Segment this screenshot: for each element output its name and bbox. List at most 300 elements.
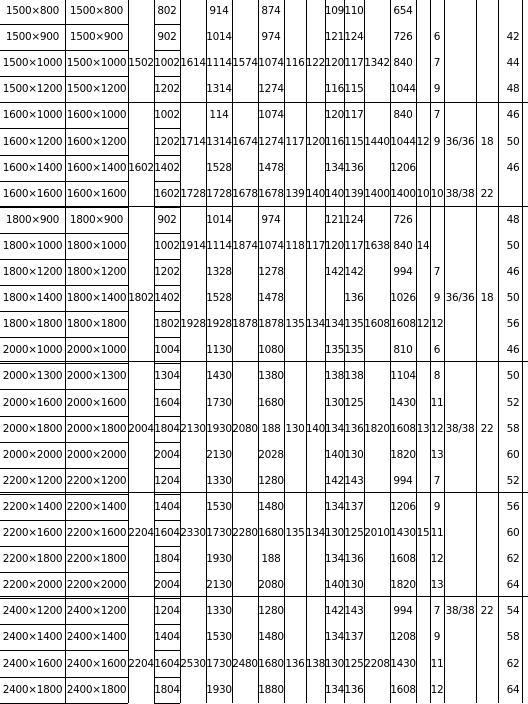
value-cell: 1274 (258, 82, 284, 95)
value-cell: 2080 (258, 578, 284, 591)
size-cell: 2200×1800 (66, 552, 127, 565)
value-cell: 142 (344, 265, 364, 278)
value-cell: 130 (344, 578, 364, 591)
value-cell: 1278 (258, 265, 284, 278)
size-cell: 2000×1000 (2, 343, 63, 356)
value-cell: 840 (393, 56, 413, 69)
value-cell: 130 (344, 448, 364, 461)
value-cell: 1206 (390, 161, 416, 174)
size-cell: 2000×1300 (2, 369, 63, 382)
value-cell: 42 (506, 30, 520, 43)
value-cell: 1330 (206, 474, 232, 487)
size-cell: 1600×1600 (2, 187, 63, 200)
value-cell: 2004 (128, 422, 154, 435)
value-cell: 54 (506, 604, 520, 617)
value-cell: 994 (393, 265, 413, 278)
value-cell: 110 (344, 4, 364, 17)
value-cell: 1604 (154, 526, 180, 539)
value-cell: 137 (344, 500, 364, 513)
size-cell: 2400×1800 (2, 683, 63, 696)
value-cell: 9 (433, 291, 441, 304)
column-divider (128, 0, 129, 703)
value-cell: 138 (344, 369, 364, 382)
value-cell: 1074 (258, 239, 284, 252)
value-cell: 2480 (232, 657, 258, 670)
column-divider (232, 0, 233, 703)
value-cell: 2330 (180, 526, 206, 539)
size-cell: 2000×1600 (66, 396, 127, 409)
value-cell: 1104 (390, 369, 416, 382)
size-cell: 2000×1600 (2, 396, 63, 409)
value-cell: 1878 (232, 317, 258, 330)
size-cell: 2200×1600 (2, 526, 63, 539)
value-cell: 1528 (206, 291, 232, 304)
value-cell: 810 (393, 343, 413, 356)
size-cell: 1600×1200 (2, 135, 63, 148)
value-cell: 974 (261, 213, 281, 226)
column-divider (416, 0, 417, 703)
value-cell: 1330 (206, 604, 232, 617)
size-cell: 1600×1600 (66, 187, 127, 200)
value-cell: 1114 (206, 239, 232, 252)
value-cell: 1680 (258, 396, 284, 409)
value-cell: 11 (430, 396, 444, 409)
value-cell: 120 (324, 239, 345, 252)
value-cell: 1204 (154, 474, 180, 487)
value-cell: 64 (506, 578, 520, 591)
value-cell: 115 (344, 135, 364, 148)
value-cell: 124 (344, 30, 364, 43)
value-cell: 136 (344, 161, 364, 174)
value-cell: 6 (433, 343, 441, 356)
value-cell: 188 (261, 552, 281, 565)
value-cell: 1380 (258, 369, 284, 382)
value-cell: 1280 (258, 474, 284, 487)
value-cell: 1530 (206, 630, 232, 643)
value-cell: 18 (480, 135, 494, 148)
value-cell: 115 (344, 82, 364, 95)
value-cell: 13 (416, 422, 430, 435)
value-cell: 2130 (206, 578, 232, 591)
value-cell: 134 (324, 317, 345, 330)
value-cell: 1074 (258, 108, 284, 121)
value-cell: 874 (261, 4, 281, 17)
value-cell: 974 (261, 30, 281, 43)
column-divider (306, 0, 307, 703)
value-cell: 1314 (206, 135, 232, 148)
value-cell: 1608 (390, 422, 416, 435)
value-cell: 1044 (390, 82, 416, 95)
value-cell: 137 (344, 630, 364, 643)
value-cell: 9 (433, 135, 441, 148)
value-cell: 140 (324, 448, 345, 461)
value-cell: 1014 (206, 213, 232, 226)
value-cell: 15 (416, 526, 430, 539)
value-cell: 136 (344, 291, 364, 304)
value-cell: 136 (344, 422, 364, 435)
value-cell: 13 (430, 448, 444, 461)
value-cell: 134 (324, 161, 345, 174)
value-cell: 994 (393, 604, 413, 617)
value-cell: 2204 (128, 657, 154, 670)
value-cell: 22 (480, 187, 494, 200)
size-cell: 1600×1200 (66, 135, 127, 148)
size-cell: 2400×1400 (66, 630, 127, 643)
value-cell: 135 (285, 317, 305, 330)
value-cell: 2028 (258, 448, 284, 461)
value-cell: 840 (393, 239, 413, 252)
value-cell: 1478 (258, 161, 284, 174)
size-cell: 1500×900 (69, 30, 124, 43)
value-cell: 140 (305, 187, 326, 200)
size-cell: 2200×2000 (66, 578, 127, 591)
value-cell: 1328 (206, 265, 232, 278)
value-cell: 36/36 (445, 135, 475, 148)
value-cell: 121 (324, 30, 345, 43)
value-cell: 1604 (154, 396, 180, 409)
value-cell: 117 (285, 135, 305, 148)
size-cell: 1800×900 (69, 213, 124, 226)
value-cell: 1004 (154, 343, 180, 356)
size-cell: 1800×900 (5, 213, 60, 226)
size-cell: 1500×800 (69, 4, 124, 17)
size-cell: 2400×1200 (2, 604, 63, 617)
value-cell: 1680 (258, 657, 284, 670)
value-cell: 10 (430, 187, 444, 200)
value-cell: 12 (416, 135, 430, 148)
size-cell: 2000×1800 (2, 422, 63, 435)
size-cell: 2200×1400 (66, 500, 127, 513)
value-cell: 1044 (390, 135, 416, 148)
value-cell: 56 (506, 317, 520, 330)
value-cell: 58 (506, 422, 520, 435)
value-cell: 11 (430, 657, 444, 670)
value-cell: 140 (324, 578, 345, 591)
value-cell: 11 (430, 526, 444, 539)
size-cell: 2200×1200 (66, 474, 127, 487)
value-cell: 125 (344, 526, 364, 539)
value-cell: 140 (305, 422, 326, 435)
value-cell: 1404 (154, 500, 180, 513)
value-cell: 22 (480, 422, 494, 435)
value-cell: 1714 (180, 135, 206, 148)
value-cell: 50 (506, 239, 520, 252)
value-cell: 1304 (154, 369, 180, 382)
value-cell: 46 (506, 161, 520, 174)
value-cell: 7 (433, 604, 441, 617)
value-cell: 1202 (154, 135, 180, 148)
value-cell: 6 (433, 30, 441, 43)
value-cell: 38/38 (445, 187, 475, 200)
value-cell: 50 (506, 369, 520, 382)
value-cell: 135 (324, 343, 345, 356)
value-cell: 902 (157, 213, 177, 226)
size-cell: 1600×1400 (2, 161, 63, 174)
size-cell: 1500×900 (5, 30, 60, 43)
value-cell: 840 (393, 108, 413, 121)
size-cell: 2400×1400 (2, 630, 63, 643)
value-cell: 60 (506, 526, 520, 539)
value-cell: 64 (506, 683, 520, 696)
value-cell: 2530 (180, 657, 206, 670)
value-cell: 46 (506, 265, 520, 278)
value-cell: 136 (285, 657, 305, 670)
value-cell: 902 (157, 30, 177, 43)
value-cell: 1130 (206, 343, 232, 356)
size-cell: 1500×800 (5, 4, 60, 17)
size-cell: 1500×1200 (2, 82, 63, 95)
value-cell: 9 (433, 630, 441, 643)
value-cell: 12 (430, 422, 444, 435)
value-cell: 1820 (390, 448, 416, 461)
value-cell: 134 (324, 630, 345, 643)
value-cell: 1002 (154, 239, 180, 252)
value-cell: 1400 (390, 187, 416, 200)
value-cell: 1404 (154, 630, 180, 643)
column-divider (284, 0, 285, 703)
value-cell: 1202 (154, 82, 180, 95)
value-cell: 134 (305, 526, 326, 539)
value-cell: 1638 (364, 239, 390, 252)
value-cell: 62 (506, 552, 520, 565)
value-cell: 12 (416, 317, 430, 330)
value-cell: 802 (157, 4, 177, 17)
value-cell: 143 (344, 604, 364, 617)
value-cell: 1574 (232, 56, 258, 69)
value-cell: 125 (344, 657, 364, 670)
value-cell: 1480 (258, 630, 284, 643)
size-cell: 1800×1000 (2, 239, 63, 252)
value-cell: 22 (480, 604, 494, 617)
value-cell: 1730 (206, 657, 232, 670)
size-cell: 2400×1600 (2, 657, 63, 670)
value-cell: 1528 (206, 161, 232, 174)
value-cell: 2080 (232, 422, 258, 435)
value-cell: 12 (430, 317, 444, 330)
value-cell: 124 (344, 213, 364, 226)
value-cell: 10 (416, 187, 430, 200)
value-cell: 1430 (390, 526, 416, 539)
value-cell: 56 (506, 500, 520, 513)
value-cell: 1802 (154, 317, 180, 330)
size-cell: 2000×2000 (66, 448, 127, 461)
value-cell: 1478 (258, 291, 284, 304)
value-cell: 1400 (364, 187, 390, 200)
value-cell: 116 (324, 82, 345, 95)
value-cell: 1730 (206, 396, 232, 409)
column-divider (364, 0, 365, 703)
value-cell: 12 (430, 552, 444, 565)
size-cell: 1800×1200 (66, 265, 127, 278)
value-cell: 117 (344, 239, 364, 252)
value-cell: 136 (344, 683, 364, 696)
value-cell: 1430 (390, 657, 416, 670)
size-cell: 2000×1300 (66, 369, 127, 382)
size-cell: 1800×1000 (66, 239, 127, 252)
value-cell: 726 (393, 213, 413, 226)
value-cell: 1928 (180, 317, 206, 330)
value-cell: 1680 (258, 526, 284, 539)
value-cell: 62 (506, 657, 520, 670)
value-cell: 1728 (206, 187, 232, 200)
value-cell: 2280 (232, 526, 258, 539)
value-cell: 1314 (206, 82, 232, 95)
value-cell: 1804 (154, 683, 180, 696)
size-cell: 1800×1800 (2, 317, 63, 330)
value-cell: 134 (324, 422, 345, 435)
size-cell: 2200×1200 (2, 474, 63, 487)
value-cell: 1608 (364, 317, 390, 330)
size-cell: 1500×1000 (2, 56, 63, 69)
value-cell: 138 (305, 657, 326, 670)
value-cell: 1930 (206, 683, 232, 696)
value-cell: 1880 (258, 683, 284, 696)
value-cell: 1728 (180, 187, 206, 200)
value-cell: 2204 (128, 526, 154, 539)
value-cell: 139 (344, 187, 364, 200)
value-cell: 1206 (390, 500, 416, 513)
value-cell: 1402 (154, 161, 180, 174)
value-cell: 130 (324, 657, 345, 670)
value-cell: 52 (506, 396, 520, 409)
size-cell: 2000×2000 (2, 448, 63, 461)
size-cell: 1800×1200 (2, 265, 63, 278)
value-cell: 994 (393, 474, 413, 487)
size-cell: 2400×1200 (66, 604, 127, 617)
value-cell: 50 (506, 291, 520, 304)
value-cell: 116 (285, 56, 305, 69)
value-cell: 46 (506, 343, 520, 356)
size-cell: 1600×1000 (66, 108, 127, 121)
value-cell: 48 (506, 82, 520, 95)
value-cell: 2130 (206, 448, 232, 461)
column-divider (180, 0, 181, 703)
value-cell: 726 (393, 30, 413, 43)
value-cell: 1820 (364, 422, 390, 435)
value-cell: 1804 (154, 552, 180, 565)
value-cell: 122 (305, 56, 326, 69)
value-cell: 1874 (232, 239, 258, 252)
value-cell: 2208 (364, 657, 390, 670)
size-cell: 2400×1800 (66, 683, 127, 696)
value-cell: 1430 (390, 396, 416, 409)
value-cell: 1928 (206, 317, 232, 330)
size-cell: 2000×1000 (66, 343, 127, 356)
value-cell: 142 (324, 604, 345, 617)
value-cell: 38/38 (445, 604, 475, 617)
value-cell: 50 (506, 135, 520, 148)
value-cell: 1202 (154, 265, 180, 278)
value-cell: 117 (344, 108, 364, 121)
value-cell: 1080 (258, 343, 284, 356)
value-cell: 1678 (232, 187, 258, 200)
value-cell: 134 (324, 683, 345, 696)
value-cell: 118 (285, 239, 305, 252)
value-cell: 138 (324, 369, 345, 382)
value-cell: 1930 (206, 552, 232, 565)
value-cell: 2004 (154, 448, 180, 461)
value-cell: 7 (433, 108, 441, 121)
value-cell: 2010 (364, 526, 390, 539)
value-cell: 1274 (258, 135, 284, 148)
value-cell: 1342 (364, 56, 390, 69)
value-cell: 139 (285, 187, 305, 200)
value-cell: 1014 (206, 30, 232, 43)
value-cell: 58 (506, 630, 520, 643)
value-cell: 60 (506, 448, 520, 461)
value-cell: 1914 (180, 239, 206, 252)
value-cell: 1678 (258, 187, 284, 200)
size-cell: 1500×1200 (66, 82, 127, 95)
size-cell: 2200×2000 (2, 578, 63, 591)
value-cell: 13 (430, 578, 444, 591)
value-cell: 12 (430, 683, 444, 696)
value-cell: 1802 (128, 291, 154, 304)
value-cell: 1878 (258, 317, 284, 330)
value-cell: 142 (324, 474, 345, 487)
value-cell: 914 (209, 4, 229, 17)
value-cell: 1440 (364, 135, 390, 148)
value-cell: 1608 (390, 552, 416, 565)
value-cell: 8 (433, 369, 441, 382)
value-cell: 134 (305, 317, 326, 330)
value-cell: 9 (433, 500, 441, 513)
value-cell: 46 (506, 108, 520, 121)
value-cell: 125 (344, 396, 364, 409)
value-cell: 120 (324, 56, 345, 69)
value-cell: 136 (344, 552, 364, 565)
value-cell: 1804 (154, 422, 180, 435)
size-cell: 2000×1800 (66, 422, 127, 435)
value-cell: 134 (324, 500, 345, 513)
value-cell: 654 (393, 4, 413, 17)
value-cell: 1114 (206, 56, 232, 69)
value-cell: 135 (344, 317, 364, 330)
size-cell: 1800×1400 (66, 291, 127, 304)
value-cell: 1604 (154, 657, 180, 670)
value-cell: 1002 (154, 56, 180, 69)
value-cell: 135 (285, 526, 305, 539)
value-cell: 1608 (390, 683, 416, 696)
value-cell: 117 (344, 56, 364, 69)
value-cell: 1614 (180, 56, 206, 69)
value-cell: 1730 (206, 526, 232, 539)
value-cell: 135 (344, 343, 364, 356)
value-cell: 1402 (154, 291, 180, 304)
value-cell: 130 (285, 422, 305, 435)
value-cell: 38/38 (445, 422, 475, 435)
value-cell: 1502 (128, 56, 154, 69)
value-cell: 1930 (206, 422, 232, 435)
value-cell: 1026 (390, 291, 416, 304)
value-cell: 1430 (206, 369, 232, 382)
value-cell: 1530 (206, 500, 232, 513)
value-cell: 1820 (390, 578, 416, 591)
value-cell: 116 (324, 135, 345, 148)
value-cell: 142 (324, 265, 345, 278)
size-cell: 1800×1400 (2, 291, 63, 304)
size-cell: 1500×1000 (66, 56, 127, 69)
value-cell: 1602 (154, 187, 180, 200)
value-cell: 1204 (154, 604, 180, 617)
value-cell: 1074 (258, 56, 284, 69)
size-cell: 1800×1800 (66, 317, 127, 330)
value-cell: 7 (433, 474, 441, 487)
value-cell: 120 (324, 108, 345, 121)
size-cell: 2200×1400 (2, 500, 63, 513)
value-cell: 120 (305, 135, 326, 148)
value-cell: 2004 (154, 578, 180, 591)
